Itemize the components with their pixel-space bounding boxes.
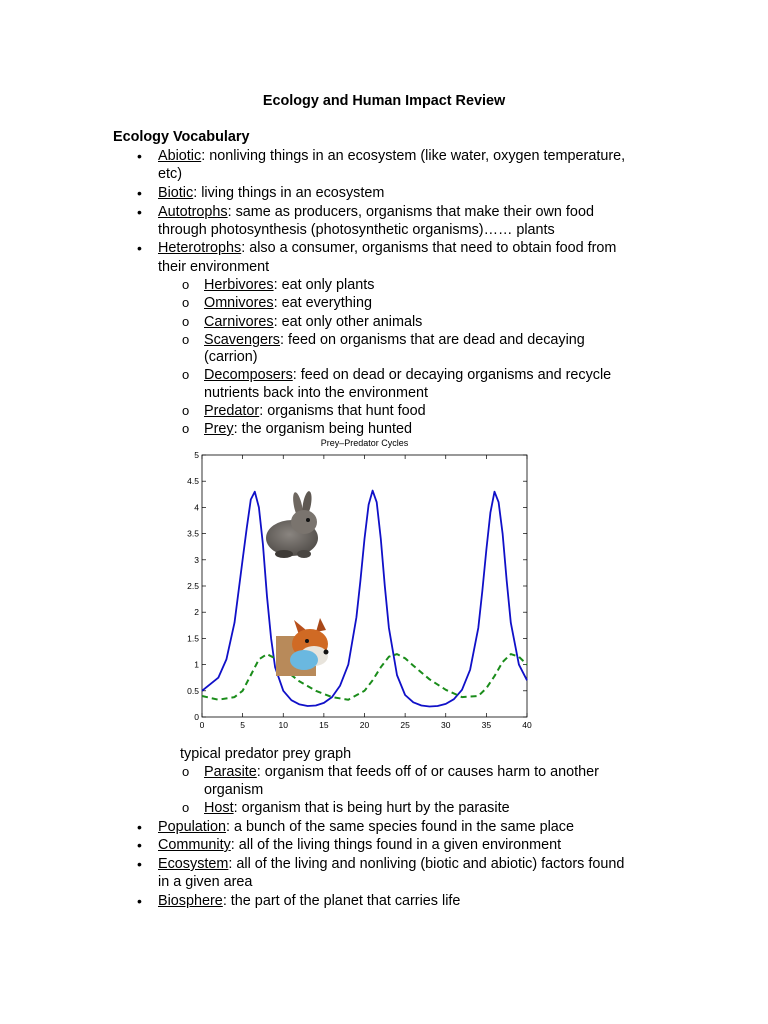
vocab-autotrophs [158,203,594,221]
term: Ecosystem [158,856,229,872]
sub-bullet-icon: o [182,764,190,779]
prey-predator-chart [172,436,536,738]
vocab-predator [204,402,426,420]
sub-bullet-icon: o [182,367,190,382]
sub-bullet-icon: o [182,277,190,292]
y-tick-label: 0.5 [187,685,199,696]
x-tick-label: 15 [319,720,329,730]
term: Carnivores [204,314,274,330]
vocab-parasite [204,763,599,781]
sub-bullet-icon: o [182,421,190,436]
term: Parasite [204,764,257,780]
vocab-herbivores [204,276,374,294]
vocab-omnivores [204,294,372,312]
definition: : also a consumer, organisms that need to obtain food from [241,240,617,256]
definition: : living things in an ecosystem [193,185,385,201]
vocab-scavengers [204,331,585,349]
term: Autotrophs [158,204,228,220]
y-tick-label: 4 [194,502,199,513]
vocab-parasite-cont: organism [204,782,264,798]
fox-image [276,616,334,676]
y-tick-label: 0 [194,712,199,722]
document-title: Ecology and Human Impact Review [262,93,506,109]
x-tick-label: 20 [359,720,370,730]
vocab-ecosystem-cont: in a given area [158,874,253,890]
sub-bullet-icon: o [182,332,190,347]
vocab-biotic [158,184,384,202]
definition: : organisms that hunt food [259,403,426,419]
bullet-icon: • [137,240,142,256]
chart-title: Prey–Predator Cycles [320,438,409,448]
bullet-icon: • [137,185,142,201]
definition: : nonliving things in an ecosystem (like water, oxygen temperature, [201,148,626,164]
sub-bullet-icon: o [182,800,190,815]
definition: : all of the living and nonliving (biotic and abiotic) factors found [228,856,625,872]
x-tick-label: 25 [400,720,410,730]
y-tick-label: 2.5 [187,581,199,591]
vocab-population [158,818,574,836]
vocab-heterotrophs [158,239,616,257]
y-tick-label: 3.5 [187,528,199,539]
chart-svg [172,436,536,738]
bullet-icon: • [137,148,142,164]
x-tick-label: 30 [441,720,451,730]
definition: : feed on dead or decaying organisms and recycle [292,367,612,383]
definition: : all of the living things found in a given environment [230,837,562,853]
vocab-decomposers-cont: nutrients back into the environment [204,385,428,401]
term: Community [158,837,231,853]
chart-caption: typical predator prey graph [180,746,352,762]
vocab-carnivores [204,313,422,331]
y-tick-label: 4.5 [187,476,199,487]
term: Prey [204,421,234,437]
bullet-icon: • [137,204,142,220]
sub-bullet-icon: o [182,314,190,329]
term: Omnivores [204,295,274,311]
definition: : organism that feeds off of or causes harm to another [256,764,599,780]
bullet-icon: • [137,856,142,872]
y-tick-label: 2 [194,607,199,618]
term: Scavengers [204,332,280,348]
x-tick-label: 35 [481,720,492,730]
vocab-abiotic-cont: etc) [158,166,182,182]
y-tick-label: 1 [194,659,199,670]
vocab-host [204,799,510,817]
x-tick-label: 10 [278,720,288,730]
definition: : the part of the planet that carries life [222,893,461,909]
vocab-abiotic [158,147,625,165]
term: Herbivores [204,277,274,293]
bullet-icon: • [137,837,142,853]
x-tick-label: 5 [240,720,245,730]
vocab-ecosystem [158,855,624,873]
term: Heterotrophs [158,240,242,256]
definition: : same as producers, organisms that make their own food [227,204,594,220]
vocab-scavengers-cont: (carrion) [204,349,258,365]
definition: : eat only other animals [273,314,423,330]
bullet-icon: • [137,819,142,835]
term: Predator [204,403,260,419]
sub-bullet-icon: o [182,295,190,310]
section-heading: Ecology Vocabulary [113,129,250,145]
y-tick-label: 5 [194,450,199,460]
y-tick-label: 1.5 [187,633,199,644]
vocab-community [158,836,561,854]
x-tick-label: 0 [199,720,205,730]
vocab-heterotrophs-cont: their environment [158,259,270,275]
definition: : the organism being hunted [233,421,413,437]
definition: : a bunch of the same species found in the same place [226,819,575,835]
definition: : feed on organisms that are dead and decaying [280,332,585,348]
sub-bullet-icon: o [182,403,190,418]
term: Population [158,819,227,835]
vocab-decomposers [204,366,611,384]
term: Biosphere [158,893,223,909]
vocab-autotrophs-cont: through photosynthesis (photosynthetic organisms)…… plants [158,222,555,238]
definition: : organism that is being hurt by the parasite [233,800,510,816]
term: Biotic [158,185,194,201]
y-tick-label: 3 [194,554,199,565]
term: Abiotic [158,148,202,164]
rabbit-image [260,488,326,560]
term: Decomposers [204,367,293,383]
x-tick-label: 40 [522,720,532,730]
bullet-icon: • [137,893,142,909]
term: Host [204,800,234,816]
definition: : eat only plants [273,277,375,293]
plot-area [202,455,527,717]
vocab-biosphere [158,892,460,910]
definition: : eat everything [273,295,372,311]
